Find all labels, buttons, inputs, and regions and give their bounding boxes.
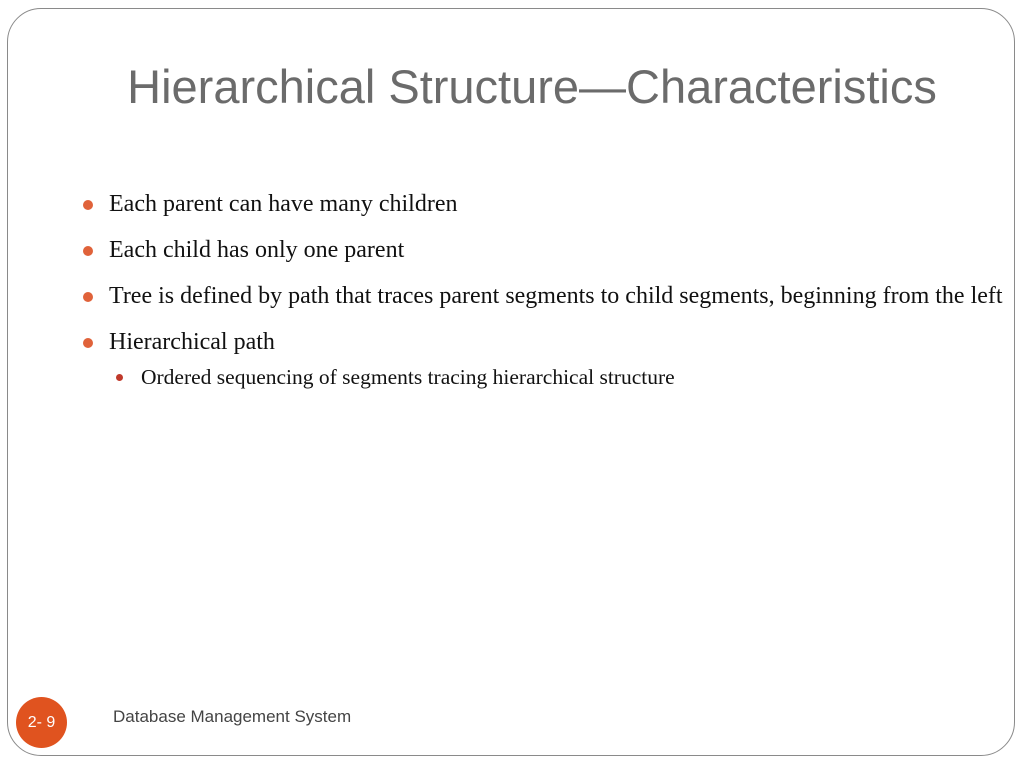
bullet-text: Each parent can have many children — [109, 191, 458, 217]
sub-bullet-text: Ordered sequencing of segments tracing hierarchical structure — [141, 365, 675, 389]
bullet-dot-icon — [83, 292, 93, 302]
bullet-item — [79, 324, 1014, 360]
bullet-text: Hierarchical path — [109, 329, 275, 355]
bullet-item — [79, 232, 1014, 268]
bullet-text: Each child has only one parent — [109, 237, 405, 263]
bullet-dot-icon — [83, 246, 93, 256]
footer-text: Database Management System — [113, 707, 352, 726]
slide-title: Hierarchical Structure—Characteristics — [127, 60, 937, 113]
sub-bullet-item — [79, 362, 1014, 392]
bullet-item — [79, 278, 1014, 314]
page-number-badge: 2- 9 — [16, 697, 67, 748]
bullet-item — [79, 186, 1014, 222]
bullet-list — [79, 186, 1014, 402]
bullet-dot-icon — [83, 200, 93, 210]
bullet-dot-icon — [83, 338, 93, 348]
bullet-text: Tree is defined by path that traces parent segments to child segments, beginning from the left — [109, 283, 1003, 309]
sub-bullet-dot-icon — [116, 374, 123, 381]
